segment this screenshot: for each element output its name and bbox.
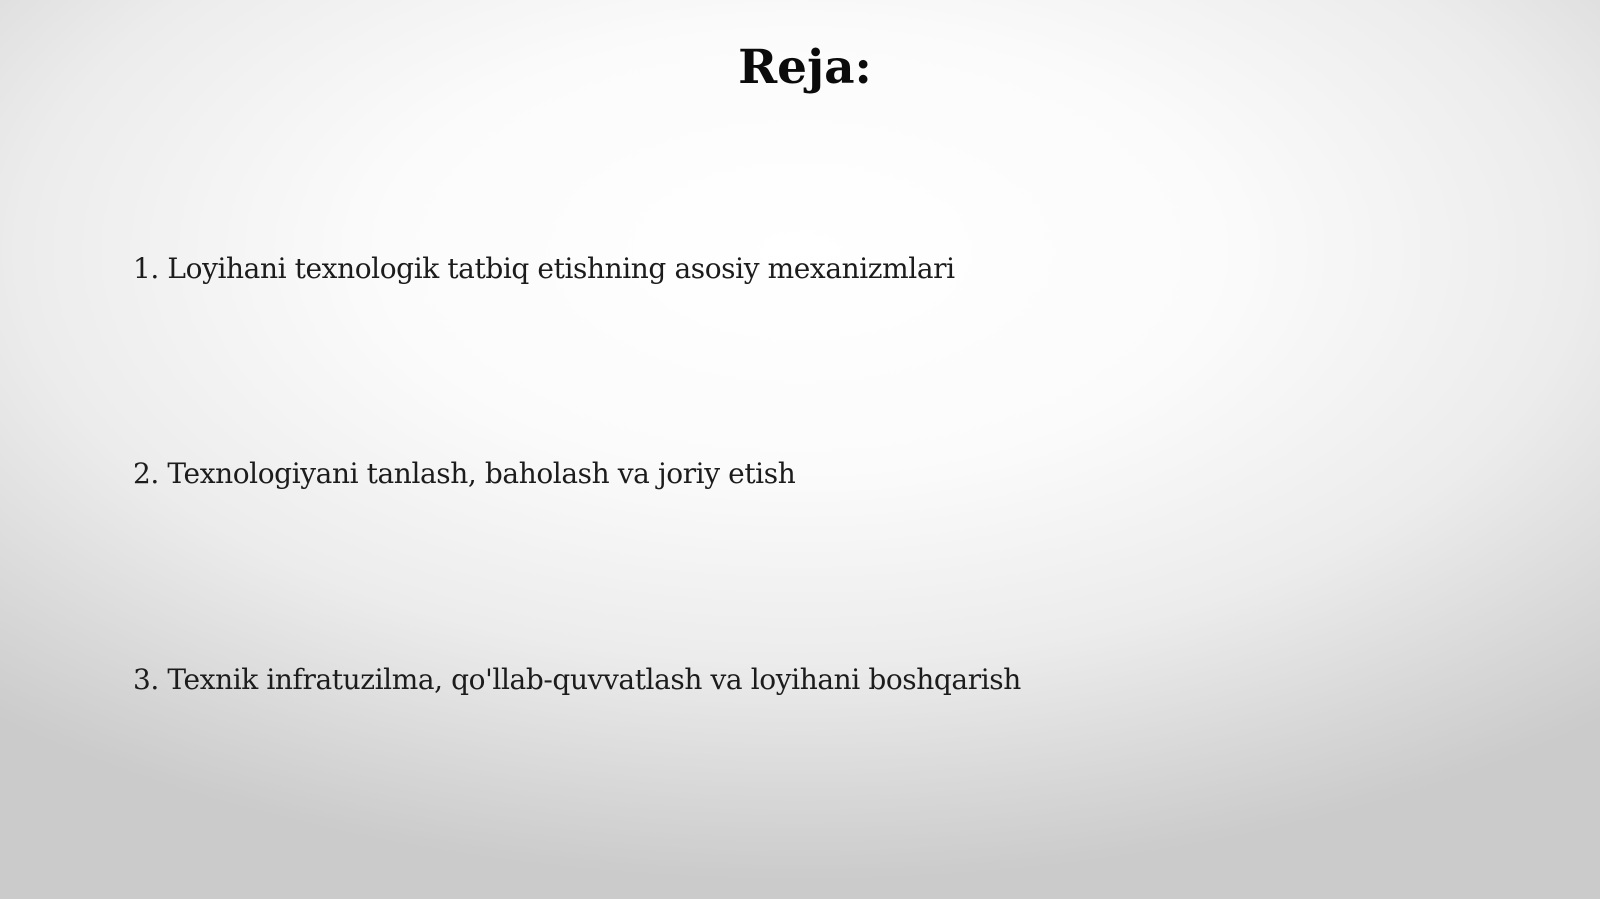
- slide-title: Reja:: [738, 40, 872, 95]
- agenda-item-2: 2. Texnologiyani tanlash, baholash va joriy etish: [133, 457, 796, 490]
- agenda-item-1: 1. Loyihani texnologik tatbiq etishning asosiy mexanizmlari: [133, 252, 955, 285]
- agenda-item-3: 3. Texnik infratuzilma, qo'llab-quvvatlash va loyihani boshqarish: [133, 663, 1021, 696]
